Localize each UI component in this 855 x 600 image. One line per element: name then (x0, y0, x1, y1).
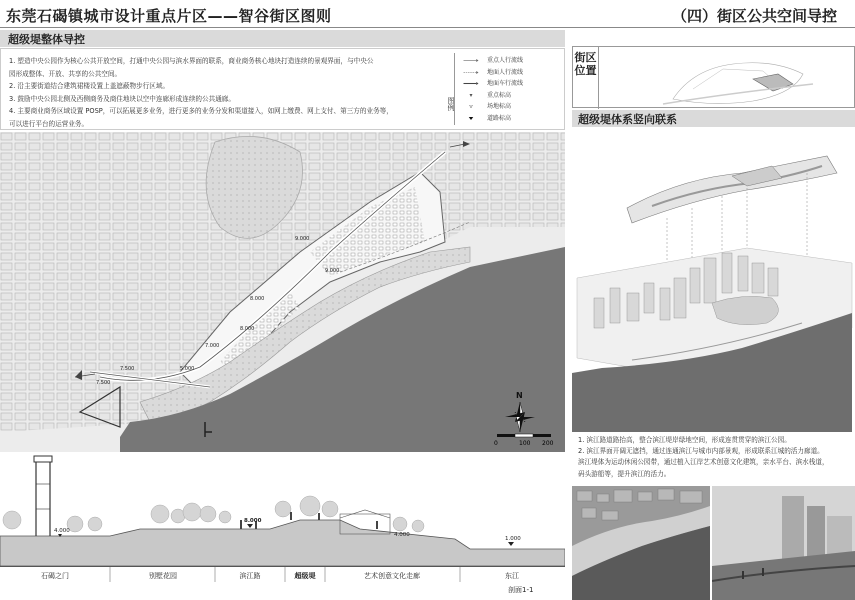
main-panel-title: 超级堤整体导控 (8, 33, 85, 46)
legend-item: 道路标高 (461, 113, 561, 125)
section-labels (0, 566, 565, 584)
key-pedestrian-arrow-icon (461, 59, 481, 62)
elevation-label: 8.000 (250, 296, 265, 302)
scale-label: 100 (519, 440, 531, 447)
section-caption: 剖面1-1 (508, 586, 534, 594)
guide-line: 4. 主要商业商务区域设置 POSP，可以拓展更多业务，进行更多的业务分发和渠道接入，如网上缴费、网上支付、第三方的业务等， (9, 107, 393, 115)
vertical-connection-diagram (572, 128, 855, 432)
site-plan-drawing (0, 132, 565, 452)
side-text-line: 2. 滨江界面开阔无遮挡，通过连通滨江与城市内部景观，形成联系江城的活力廊道。 (578, 447, 824, 456)
page-title: 东莞石碣镇城市设计重点片区——智谷街区图则 (6, 7, 332, 25)
scale-label: 200 (542, 440, 554, 447)
location-box (572, 46, 855, 108)
location-title: 街区位置 (573, 47, 599, 109)
scale-label: 0 (494, 440, 498, 447)
section-label: 石碣之门 (41, 572, 69, 580)
guide-line: 2. 沿主要街道结合建筑裙楼设置上盖遮蔽物步行区域。 (9, 82, 170, 90)
elevation-label: 9.000 (295, 236, 310, 242)
main-panel-title-bar (0, 30, 565, 47)
legend (461, 55, 561, 124)
elevation-label: 8.000 (240, 326, 255, 332)
waterfront-render-image (712, 486, 855, 600)
guide-line: 3. 鼓励中央公园北侧及西侧商务及商住地块以空中连廊形成连续的公共通廊。 (9, 94, 235, 103)
site-plan-map (0, 132, 565, 452)
side-panel-text (578, 435, 850, 480)
section-label: 别墅花园 (149, 572, 177, 580)
guide-box (0, 48, 565, 130)
aerial-render-image (572, 486, 710, 600)
elevation-label: 7.000 (205, 343, 220, 349)
guide-line: 1. 塑造中央公园作为核心公共开放空间，打通中央公园与滨水界面的联系，商业商务核心地块打造连续的景观界面，与中央公 (9, 57, 374, 65)
ground-vehicle-arrow-icon (461, 82, 481, 85)
legend-item: 地面车行流线 (461, 78, 561, 90)
location-map (603, 49, 853, 107)
side-text-line: 码头游船等，提升滨江的活力。 (578, 469, 671, 478)
section-label: 艺术创意文化走廊 (364, 572, 420, 580)
north-label: N (516, 391, 523, 400)
section-elevation-label: 8.000 (244, 518, 262, 524)
ground-pedestrian-arrow-icon (461, 71, 481, 74)
section-elevation-label: 1.000 (505, 536, 521, 542)
side-text-line: 滨江堤体为运动休闲公园带，通过植入江岸艺术创意文化建筑，亲水平台、滨水栈道， (578, 458, 829, 467)
section-elevation-label: 4.000 (394, 532, 410, 538)
side-panel-title-bar (572, 110, 855, 127)
site-elevation-icon (461, 105, 481, 108)
section-label: 滨江路 (239, 572, 261, 580)
elevation-label: 7.500 (96, 380, 111, 386)
legend-item: 重点人行流线 (461, 55, 561, 67)
elevation-label: 7.500 (120, 366, 135, 372)
side-panel-title: 超级堤体系竖向联系 (578, 113, 677, 126)
page-header (0, 0, 855, 28)
section-label: 超级堤 (294, 572, 316, 580)
elevation-label: 5.000 (180, 366, 195, 372)
side-text-line: 1. 滨江路道路抬高，整合滨江堤岸绿地空间，形成连贯贯穿的滨江公园。 (578, 436, 791, 444)
section-title: （四）街区公共空间导控 (671, 7, 837, 25)
legend-item: 场地标高 (461, 101, 561, 113)
legend-item: 地面人行流线 (461, 67, 561, 79)
isometric-drawing (572, 128, 855, 432)
road-elevation-icon (461, 117, 481, 120)
elevation-label: 9.000 (325, 268, 340, 274)
key-elevation-icon (461, 94, 481, 97)
legend-item: 重点标高 (461, 90, 561, 102)
guide-line: 可以进行平台的运营业务。 (9, 119, 89, 128)
guide-text (9, 55, 439, 130)
section-elevation-label: 4.000 (54, 528, 70, 534)
guide-line: 园形成整体、开放、共享的公共空间。 (9, 69, 122, 78)
section-label: 东江 (505, 572, 519, 580)
legend-label: 图例 (445, 53, 455, 125)
